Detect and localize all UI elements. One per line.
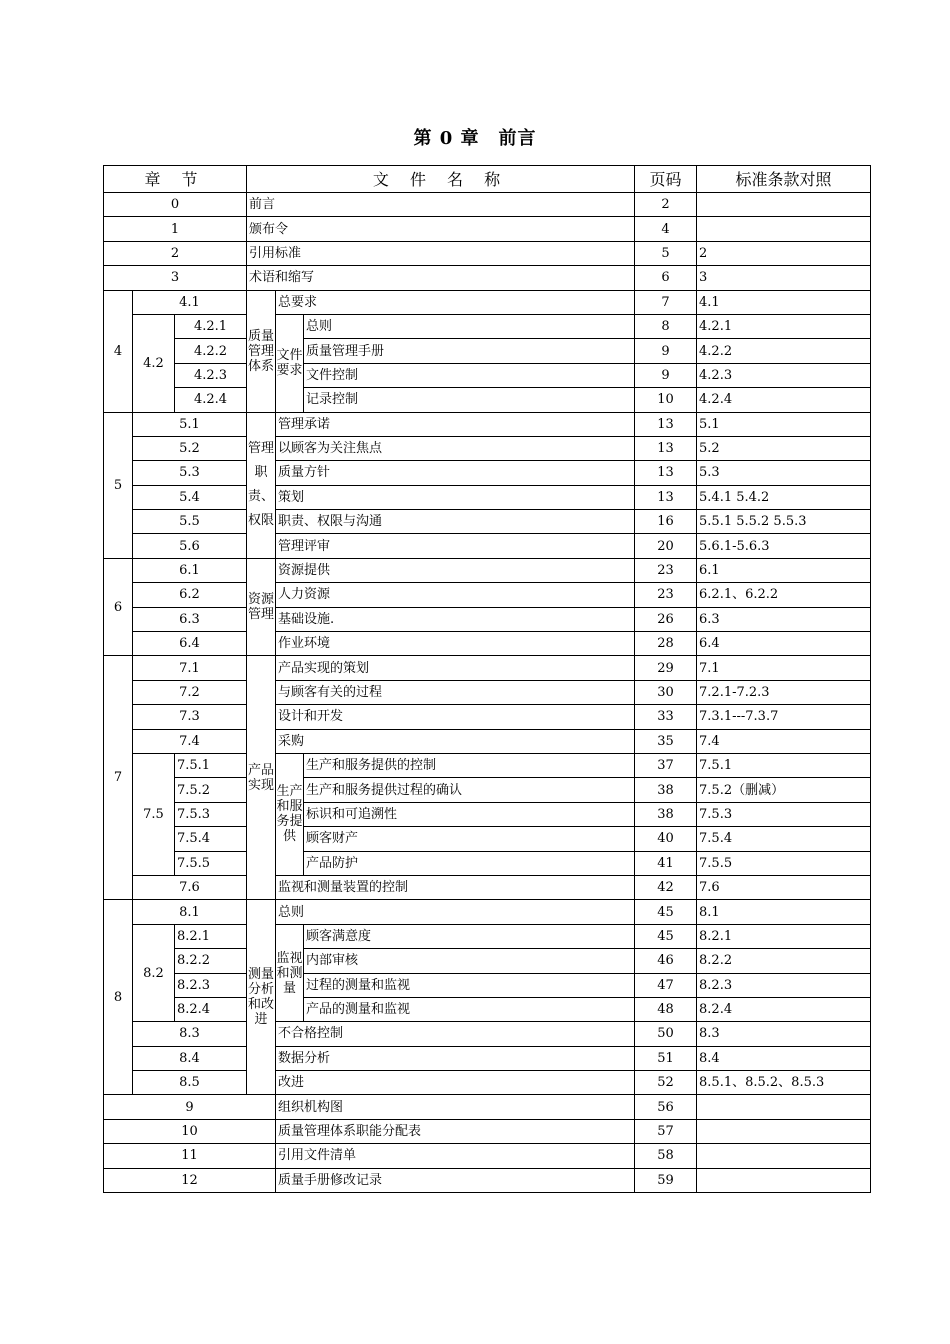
page-number: 56 [635,1095,697,1119]
section-number: 9 [104,1095,276,1119]
table-row [104,510,871,534]
page-number: 45 [635,900,697,924]
standard-clause: 8.2.3 [697,973,871,997]
page-number: 48 [635,997,697,1021]
section-number: 1 [104,217,247,241]
table-row [104,217,871,241]
document-name: 管理评审 [276,534,635,558]
standard-clause: 5.2 [697,436,871,460]
section-number: 8.3 [133,1022,247,1046]
section-number: 7.5.2 [175,778,247,802]
chapter-number: 6 [104,558,133,656]
standard-clause: 7.5.2（删减） [697,778,871,802]
document-name: 顾客满意度 [304,924,635,948]
table-row [104,924,871,948]
table-row [104,973,871,997]
group-label: 质量管理体系 [247,290,276,412]
document-name: 资源提供 [276,558,635,582]
page-number: 40 [635,827,697,851]
standard-clause: 5.3 [697,461,871,485]
table-row [104,1168,871,1192]
section-number: 5.5 [133,510,247,534]
table-row [104,949,871,973]
chapter-number: 5 [104,412,133,558]
document-name: 产品实现的策划 [276,656,635,680]
table-row [104,1119,871,1143]
section-number: 8.4 [133,1046,247,1070]
page-number: 38 [635,778,697,802]
page-number: 4 [635,217,697,241]
section-number: 6.2 [133,583,247,607]
header-name: 文 件 名 称 [247,166,635,193]
page-number: 9 [635,339,697,363]
standard-clause: 7.5.5 [697,851,871,875]
standard-clause: 4.2.4 [697,388,871,412]
table-row [104,388,871,412]
document-name: 人力资源 [276,583,635,607]
table-row [104,436,871,460]
page-number: 9 [635,363,697,387]
subgroup-label: 监视和测量 [276,924,304,1022]
table-row [104,193,871,217]
standard-clause: 5.5.1 5.5.2 5.5.3 [697,510,871,534]
section-number: 12 [104,1168,276,1192]
table-row [104,241,871,265]
standard-clause: 7.5.4 [697,827,871,851]
header-chapter: 章 节 [104,166,247,193]
table-row [104,461,871,485]
document-name: 质量管理体系职能分配表 [276,1119,635,1143]
section-number: 7.5.5 [175,851,247,875]
section-number: 7.5.4 [175,827,247,851]
standard-clause: 8.3 [697,1022,871,1046]
table-row [104,534,871,558]
page-number: 26 [635,607,697,631]
section-number: 3 [104,266,247,290]
document-name: 术语和缩写 [247,266,635,290]
page-number: 59 [635,1168,697,1192]
document-name: 总则 [276,900,635,924]
page-number: 2 [635,193,697,217]
standard-clause: 7.3.1---7.3.7 [697,705,871,729]
standard-clause: 4.2.3 [697,363,871,387]
table-row [104,827,871,851]
standard-clause [697,1168,871,1192]
subsection-number: 7.5 [133,753,175,875]
page-number: 37 [635,753,697,777]
group-label: 产品实现 [247,656,276,900]
section-number: 5.4 [133,485,247,509]
section-number: 4.2.3 [175,363,247,387]
document-name: 引用文件清单 [276,1144,635,1168]
standard-clause: 7.2.1-7.2.3 [697,680,871,704]
document-name: 生产和服务提供的控制 [304,753,635,777]
document-name: 不合格控制 [276,1022,635,1046]
page-number: 13 [635,461,697,485]
document-name: 顾客财产 [304,827,635,851]
table-row [104,632,871,656]
standard-clause [697,217,871,241]
page-number: 58 [635,1144,697,1168]
standard-clause: 4.2.2 [697,339,871,363]
document-name: 总要求 [276,290,635,314]
standard-clause: 7.5.1 [697,753,871,777]
standard-clause [697,1119,871,1143]
page-number: 16 [635,510,697,534]
standard-clause: 5.1 [697,412,871,436]
page-number: 23 [635,558,697,582]
document-name: 生产和服务提供过程的确认 [304,778,635,802]
table-row [104,729,871,753]
page-number: 7 [635,290,697,314]
section-number: 11 [104,1144,276,1168]
document-name: 基础设施. [276,607,635,631]
section-number: 7.4 [133,729,247,753]
standard-clause: 8.4 [697,1046,871,1070]
document-name: 数据分析 [276,1046,635,1070]
page-number: 38 [635,802,697,826]
page-number: 10 [635,388,697,412]
document-name: 标识和可追溯性 [304,802,635,826]
header-page: 页码 [635,166,697,193]
section-number: 8.1 [133,900,247,924]
section-number: 10 [104,1119,276,1143]
document-name: 监视和测量装置的控制 [276,875,635,899]
subsection-number: 8.2 [133,924,175,1022]
document-name: 内部审核 [304,949,635,973]
section-number: 7.3 [133,705,247,729]
document-name: 引用标准 [247,241,635,265]
page-number: 23 [635,583,697,607]
section-number: 7.2 [133,680,247,704]
page-number: 13 [635,485,697,509]
table-row [104,875,871,899]
table-row [104,1071,871,1095]
table-row [104,412,871,436]
table-row [104,753,871,777]
table-row [104,1144,871,1168]
page-number: 33 [635,705,697,729]
standard-clause: 6.4 [697,632,871,656]
table-row [104,1095,871,1119]
standard-clause: 7.4 [697,729,871,753]
page-number: 52 [635,1071,697,1095]
section-number: 5.1 [133,412,247,436]
table-row [104,900,871,924]
section-number: 8.5 [133,1071,247,1095]
standard-clause: 8.2.2 [697,949,871,973]
document-name: 组织机构图 [276,1095,635,1119]
page-number: 13 [635,436,697,460]
section-number: 5.6 [133,534,247,558]
document-name: 改进 [276,1071,635,1095]
standard-clause: 6.1 [697,558,871,582]
document-name: 产品的测量和监视 [304,997,635,1021]
table-row [104,290,871,314]
document-name: 总则 [304,314,635,338]
chapter-number: 4 [104,290,133,412]
table-row [104,558,871,582]
subsection-number: 4.2 [133,314,175,412]
table-row [104,1046,871,1070]
subgroup-label: 文件要求 [276,314,304,412]
document-name: 过程的测量和监视 [304,973,635,997]
section-number: 4.1 [133,290,247,314]
section-number: 4.2.2 [175,339,247,363]
section-number: 7.5.1 [175,753,247,777]
section-number: 8.2.2 [175,949,247,973]
section-number: 8.2.1 [175,924,247,948]
page-number: 28 [635,632,697,656]
section-number: 5.3 [133,461,247,485]
table-row [104,851,871,875]
document-name: 与顾客有关的过程 [276,680,635,704]
table-row [104,802,871,826]
section-number: 7.5.3 [175,802,247,826]
section-number: 7.1 [133,656,247,680]
section-number: 2 [104,241,247,265]
document-name: 前言 [247,193,635,217]
section-number: 8.2.3 [175,973,247,997]
page-number: 47 [635,973,697,997]
page-number: 20 [635,534,697,558]
group-label: 资源管理 [247,558,276,656]
table-row [104,1022,871,1046]
group-label: 测量分析和改进 [247,900,276,1095]
section-number: 6.1 [133,558,247,582]
page-number: 57 [635,1119,697,1143]
table-row [104,607,871,631]
standard-clause: 5.6.1-5.6.3 [697,534,871,558]
section-number: 4.2.1 [175,314,247,338]
document-name: 设计和开发 [276,705,635,729]
subgroup-label: 生产和服务提供 [276,753,304,875]
document-name: 以顾客为关注焦点 [276,436,635,460]
document-name: 质量管理手册 [304,339,635,363]
header-std: 标准条款对照 [697,166,871,193]
standard-clause [697,1144,871,1168]
standard-clause: 2 [697,241,871,265]
page-number: 35 [635,729,697,753]
document-name: 策划 [276,485,635,509]
standard-clause: 4.2.1 [697,314,871,338]
page-number: 41 [635,851,697,875]
page-number: 30 [635,680,697,704]
standard-clause [697,193,871,217]
page-number: 42 [635,875,697,899]
document-name: 质量手册修改记录 [276,1168,635,1192]
section-number: 6.4 [133,632,247,656]
document-name: 职责、权限与沟通 [276,510,635,534]
document-name: 作业环境 [276,632,635,656]
table-row [104,363,871,387]
standard-clause: 8.2.4 [697,997,871,1021]
section-number: 4.2.4 [175,388,247,412]
group-label: 管理职责、权限 [247,412,276,558]
standard-clause: 7.6 [697,875,871,899]
document-name: 颁布令 [247,217,635,241]
chapter-number: 7 [104,656,133,900]
table-row [104,266,871,290]
table-header-row [104,166,871,193]
standard-clause [697,1095,871,1119]
document-name: 管理承诺 [276,412,635,436]
table-row [104,680,871,704]
table-row [104,583,871,607]
table-row [104,339,871,363]
page-number: 6 [635,266,697,290]
table-row [104,778,871,802]
section-number: 5.2 [133,436,247,460]
table-row [104,997,871,1021]
standard-clause: 8.1 [697,900,871,924]
standard-clause: 4.1 [697,290,871,314]
document-name: 产品防护 [304,851,635,875]
page-number: 29 [635,656,697,680]
document-name: 采购 [276,729,635,753]
section-number: 0 [104,193,247,217]
standard-clause: 6.3 [697,607,871,631]
table-row [104,485,871,509]
section-number: 8.2.4 [175,997,247,1021]
standard-clause: 7.1 [697,656,871,680]
page-title: 第 0 章 前言 [413,128,537,149]
standard-clause: 7.5.3 [697,802,871,826]
chapter-number: 8 [104,900,133,1095]
table-row [104,656,871,680]
page-number: 5 [635,241,697,265]
page-number: 8 [635,314,697,338]
section-number: 6.3 [133,607,247,631]
document-name: 质量方针 [276,461,635,485]
standard-clause: 3 [697,266,871,290]
page-number: 13 [635,412,697,436]
section-number: 7.6 [133,875,247,899]
page-number: 51 [635,1046,697,1070]
standard-clause: 8.2.1 [697,924,871,948]
standard-clause: 8.5.1、8.5.2、8.5.3 [697,1071,871,1095]
page-number: 50 [635,1022,697,1046]
standard-clause: 5.4.1 5.4.2 [697,485,871,509]
page-number: 46 [635,949,697,973]
page-number: 45 [635,924,697,948]
toc-table [103,165,871,1193]
document-name: 记录控制 [304,388,635,412]
standard-clause: 6.2.1、6.2.2 [697,583,871,607]
document-name: 文件控制 [304,363,635,387]
table-row [104,314,871,338]
table-row [104,705,871,729]
